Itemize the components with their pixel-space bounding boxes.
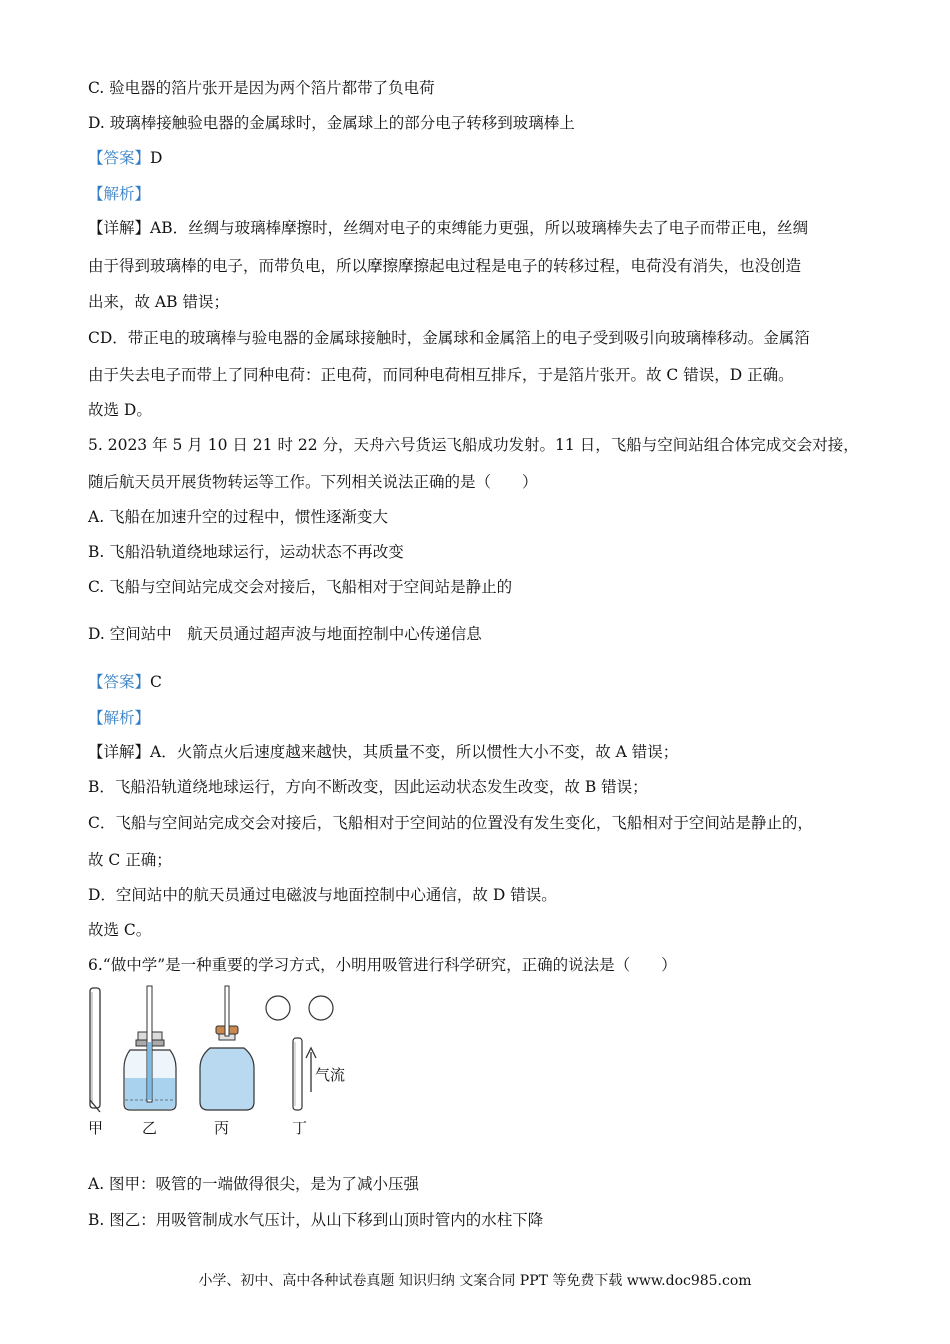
detail-line: 故 C 正确；	[88, 851, 172, 869]
detail-line: 【详解】AB．丝绸与玻璃棒摩擦时，丝绸对电子的束缚能力更强，所以玻璃棒失去了电子而带正电，丝绸	[88, 219, 809, 237]
question-5-line: 随后航天员开展货物转运等工作。下列相关说法正确的是（ ）	[88, 473, 538, 491]
choice-line: 故选 D。	[88, 401, 152, 419]
answer-line	[88, 146, 162, 168]
detail-line: D．空间站中的航天员通过电磁波与地面控制中心通信，故 D 错误。	[88, 886, 557, 904]
answer-value: D	[150, 149, 163, 167]
option-a-line: A. 飞船在加速升空的过程中，惯性逐渐变大	[88, 508, 389, 526]
analysis-line	[88, 182, 150, 204]
analysis-line	[88, 706, 150, 728]
figure-label-bing: 丙	[214, 1119, 230, 1137]
option-a-line: A. 图甲：吸管的一端做得很尖，是为了减小压强	[88, 1175, 420, 1193]
question-6-line: 6.“做中学”是一种重要的学习方式，小明用吸管进行科学研究，正确的说法是（ ）	[88, 956, 677, 974]
answer-value: C	[150, 673, 162, 691]
detail-line: C．飞船与空间站完成交会对接后，飞船相对于空间站的位置没有发生变化，飞船相对于空间站是静止的，	[88, 814, 813, 832]
figure-label-yi: 乙	[142, 1119, 158, 1137]
detail-line: 出来，故 AB 错误；	[88, 293, 229, 311]
option-b-line: B. 图乙：用吸管制成水气压计，从山下移到山顶时管内的水柱下降	[88, 1211, 544, 1229]
airflow-label: 气流	[315, 1066, 346, 1084]
option-c-line: C. 验电器的箔片张开是因为两个箔片都带了负电荷	[88, 79, 435, 97]
figure-label-ding: 丁	[292, 1119, 308, 1137]
answer-tag: 【答案】	[88, 673, 151, 691]
answer-line	[88, 670, 162, 692]
option-d-line: D. 玻璃棒接触验电器的金属球时，金属球上的部分电子转移到玻璃棒上	[88, 114, 575, 132]
bottle-bing	[200, 986, 254, 1110]
straw-tube-jia	[90, 988, 100, 1112]
option-c-line: C. 飞船与空间站完成交会对接后，飞船相对于空间站是静止的	[88, 578, 513, 596]
question-5-line: 5. 2023 年 5 月 10 日 21 时 22 分，天舟六号货运飞船成功发射。11 日，飞船与空间站组合体完成交会对接，	[88, 436, 859, 454]
detail-line: 【详解】A．火箭点火后速度越来越快，其质量不变，所以惯性大小不变，故 A 错误；	[88, 743, 679, 761]
choice-line: 故选 C。	[88, 921, 152, 939]
answer-tag: 【答案】	[88, 149, 151, 167]
analysis-tag: 【解析】	[88, 709, 151, 727]
page-footer: 小学、初中、高中各种试卷真题 知识归纳 文案合同 PPT 等免费下载 www.doc985.com	[198, 1273, 752, 1289]
balls-airflow-ding	[266, 996, 333, 1110]
option-d-line: D. 空间站中 航天员通过超声波与地面控制中心传递信息	[88, 625, 482, 643]
detail-line: CD．带正电的玻璃棒与验电器的金属球接触时，金属球和金属箔上的电子受到吸引向玻璃棒移动。金属箔	[88, 329, 810, 347]
detail-line: B．飞船沿轨道绕地球运行，方向不断改变，因此运动状态发生改变，故 B 错误；	[88, 778, 648, 796]
option-b-line: B. 飞船沿轨道绕地球运行，运动状态不再改变	[88, 543, 404, 561]
straw-experiment-figure	[80, 982, 380, 1142]
detail-line: 由于失去电子而带上了同种电荷：正电荷，而同种电荷相互排斥，于是箔片张开。故 C 错误，D 正确。	[88, 366, 794, 384]
detail-line: 由于得到玻璃棒的电子，而带负电，所以摩擦摩擦起电过程是电子的转移过程，电荷没有消失，也没创造	[88, 257, 802, 275]
water-barometer-yi	[124, 986, 176, 1110]
figure-label-jia: 甲	[88, 1119, 104, 1137]
analysis-tag: 【解析】	[88, 185, 151, 203]
